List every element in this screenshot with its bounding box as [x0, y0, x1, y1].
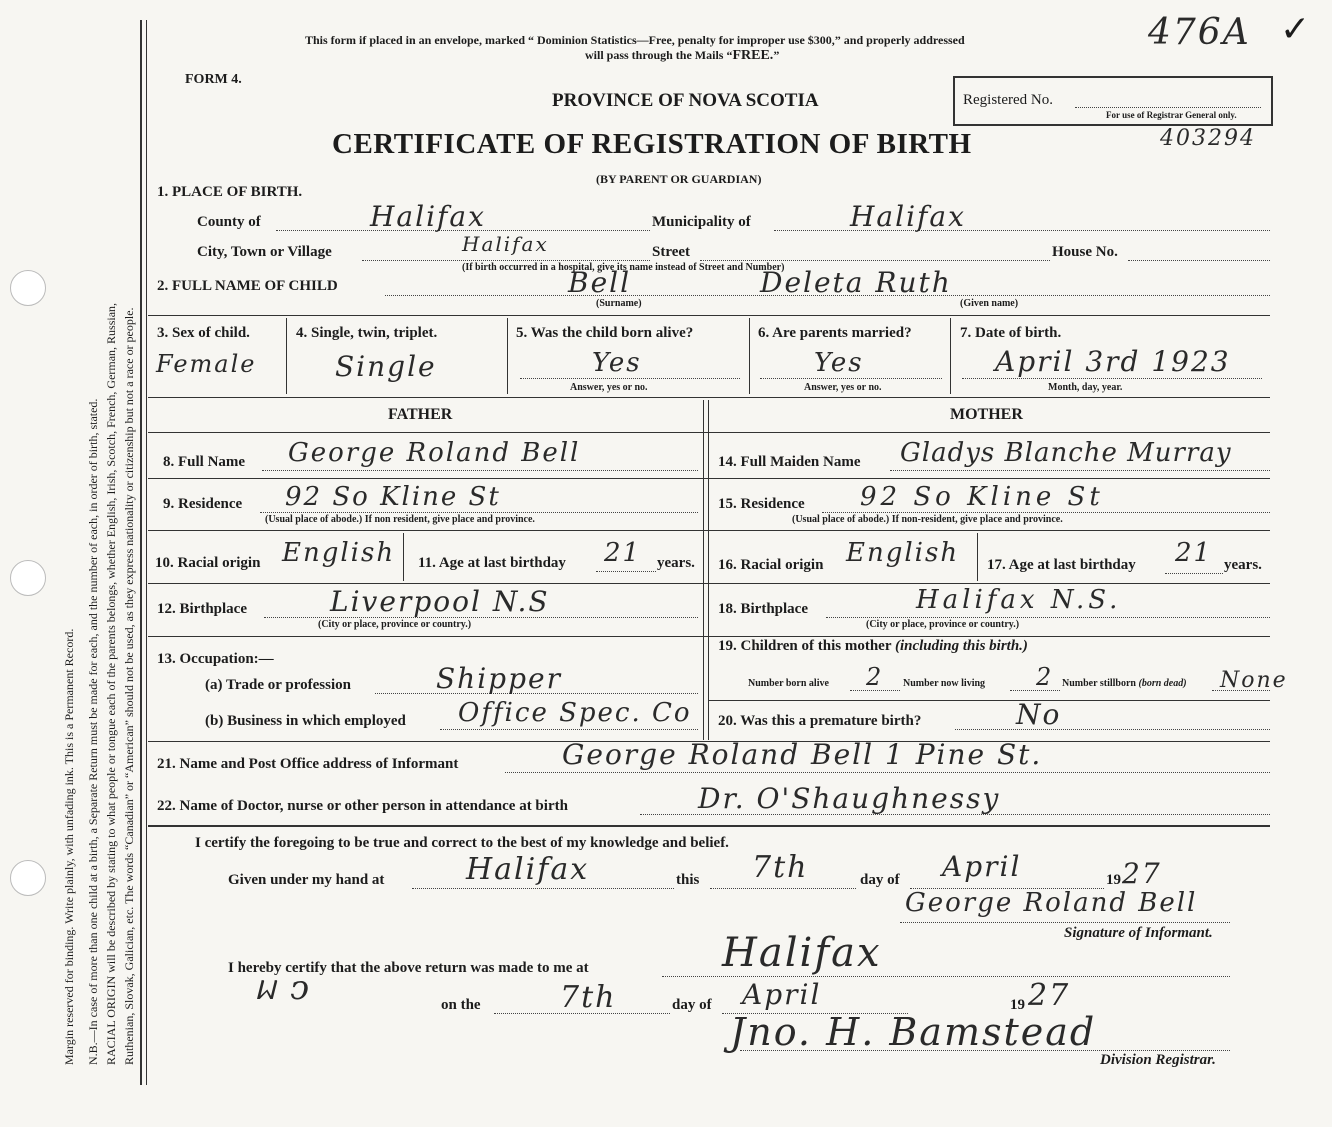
informant-label: 21. Name and Post Office address of Informant — [157, 756, 459, 772]
dob-line — [962, 378, 1262, 379]
house-no-line — [1128, 260, 1270, 261]
trade-value: Shipper — [436, 662, 562, 695]
registrar-day: 7th — [560, 980, 617, 1015]
registrar-year-suffix: 27 — [1028, 978, 1071, 1013]
business-label: (b) Business in which employed — [205, 713, 406, 729]
rule — [148, 478, 1270, 479]
registrar-label: Division Registrar. — [1100, 1052, 1216, 1068]
surname-note: (Surname) — [596, 298, 642, 309]
father-name: George Roland Bell — [288, 438, 581, 468]
father-residence-line — [260, 512, 698, 513]
county-value: Halifax — [370, 200, 486, 233]
child-surname: Bell — [568, 266, 632, 299]
married-value: Yes — [814, 348, 864, 378]
child-name-label: 2. FULL NAME OF CHILD — [157, 278, 338, 294]
given-day-line — [710, 888, 856, 889]
given-name-note: (Given name) — [960, 298, 1019, 309]
punch-hole — [10, 860, 46, 896]
children-label: 19. Children of this mother (including this birth.) — [718, 638, 1028, 654]
mother-race-label: 16. Racial origin — [718, 557, 824, 573]
rule — [708, 400, 709, 740]
father-heading: FATHER — [388, 406, 453, 423]
born-alive-value: Yes — [592, 348, 642, 378]
certificate-title: CERTIFICATE OF REGISTRATION OF BIRTH — [332, 128, 972, 160]
rule — [749, 318, 750, 394]
dob-note: Month, day, year. — [1048, 382, 1123, 393]
father-name-label: 8. Full Name — [163, 454, 246, 470]
mother-age-label: 17. Age at last birthday — [987, 557, 1136, 573]
mother-age-line — [1165, 573, 1223, 574]
father-race: English — [282, 538, 396, 568]
given-day: 7th — [752, 850, 809, 885]
rule — [403, 533, 404, 581]
mother-birthplace-label: 18. Birthplace — [718, 601, 808, 617]
plurality-value: Single — [335, 350, 437, 383]
sex-label: 3. Sex of child. — [157, 325, 250, 341]
registrar-day-of-label: day of — [672, 997, 712, 1013]
premature-line — [955, 729, 1270, 730]
handwritten-file-number: 476A — [1148, 12, 1251, 53]
stillborn-count-label: Number stillborn (born dead) — [1062, 678, 1187, 689]
occupation-label: 13. Occupation:— — [157, 651, 274, 667]
father-birthplace: Liverpool N.S — [330, 585, 550, 618]
father-residence-note: (Usual place of abode.) If non resident, give place and province. — [265, 514, 535, 525]
born-alive-count-label: Number born alive — [748, 678, 829, 689]
on-the-label: on the — [441, 997, 481, 1013]
rule — [708, 700, 1270, 701]
margin-border — [140, 20, 142, 1085]
informant-signature: George Roland Bell — [905, 888, 1198, 918]
rule — [148, 432, 1270, 433]
mother-age: 21 — [1175, 538, 1213, 568]
married-note: Answer, yes or no. — [804, 382, 882, 393]
father-age: 21 — [604, 538, 642, 568]
trade-label: (a) Trade or profession — [205, 677, 351, 693]
rule — [703, 400, 704, 740]
rule — [507, 318, 508, 394]
mother-birthplace-line — [826, 617, 1270, 618]
registrar-signature-line — [740, 1050, 1230, 1051]
father-birthplace-note: (City or place, province or country.) — [318, 619, 472, 630]
sex-value: Female — [156, 350, 257, 378]
premature-value: No — [1016, 698, 1062, 731]
rule — [977, 533, 978, 581]
rule — [148, 315, 1270, 316]
mother-heading: MOTHER — [950, 406, 1023, 423]
given-place: Halifax — [466, 852, 590, 887]
registrar-year-prefix: 19 — [1010, 997, 1025, 1013]
registrar-place-line — [662, 976, 1230, 977]
dob-label: 7. Date of birth. — [960, 325, 1062, 341]
father-age-unit: years. — [657, 555, 695, 571]
father-age-line — [596, 571, 656, 572]
rule — [148, 583, 1270, 584]
signature-line — [900, 922, 1230, 923]
certification-statement: I certify the foregoing to be true and correct to the best of my knowledge and belief. — [195, 835, 729, 851]
business-line — [440, 729, 698, 730]
plurality-label: 4. Single, twin, triplet. — [296, 325, 438, 341]
place-of-birth-label: 1. PLACE OF BIRTH. — [157, 184, 303, 200]
mail-note-1: This form if placed in an envelope, marked “ Dominion Statistics—Free, penalty for improper use $300,” and properly addressed — [305, 33, 965, 47]
margin-note-2: N.B.—In case of more than one child at a birth, a Separate Return must be made for each, and the number of each, in order of birth, stated. — [86, 398, 100, 1065]
registrar-signature: Jno. H. Bamstead — [730, 1010, 1097, 1054]
dob-value: April 3rd 1923 — [995, 345, 1231, 378]
day-of-label: day of — [860, 872, 900, 888]
city-line — [362, 260, 650, 261]
mother-birthplace: Halifax N.S. — [916, 585, 1122, 615]
municipality-label: Municipality of — [652, 214, 751, 230]
municipality-value: Halifax — [850, 200, 966, 233]
check-mark-icon: ✓ — [1280, 9, 1311, 49]
registrar-statement: I hereby certify that the above return was made to me at — [228, 960, 589, 976]
mother-name: Gladys Blanche Murray — [900, 438, 1232, 468]
punch-hole — [10, 270, 46, 306]
father-residence: 92 So Kline St — [285, 482, 501, 512]
mail-note-2: will pass through the Mails “FREE.” — [585, 48, 780, 63]
living-count-label: Number now living — [903, 678, 986, 689]
rule — [148, 530, 1270, 531]
married-line — [760, 378, 942, 379]
mother-residence-label: 15. Residence — [718, 496, 805, 512]
mother-residence: 92 So Kline St — [860, 482, 1104, 512]
given-year-suffix: 27 — [1122, 857, 1162, 890]
rule — [148, 397, 1270, 398]
form-label: FORM 4. — [185, 72, 242, 87]
business-value: Office Spec. Co — [458, 698, 692, 728]
living-count: 2 — [1036, 663, 1054, 691]
city-label: City, Town or Village — [197, 244, 332, 260]
born-alive-note: Answer, yes or no. — [570, 382, 648, 393]
given-year-prefix: 19 — [1106, 872, 1121, 888]
mother-name-line — [890, 470, 1270, 471]
punch-hole — [10, 560, 46, 596]
informant-value: George Roland Bell 1 Pine St. — [562, 738, 1043, 771]
mother-birthplace-note: (City or place, province or country.) — [866, 619, 1020, 630]
registered-no-line — [1075, 107, 1261, 108]
street-line — [700, 260, 1050, 261]
father-name-line — [262, 470, 698, 471]
premature-label: 20. Was this a premature birth? — [718, 713, 922, 729]
born-alive-label: 5. Was the child born alive? — [516, 325, 694, 341]
street-label: Street — [652, 244, 691, 260]
rule — [148, 825, 1270, 827]
mother-residence-note: (Usual place of abode.) If non-resident, give place and province. — [792, 514, 1063, 525]
registered-number: 403294 — [1160, 126, 1256, 151]
registered-no-label: Registered No. — [963, 92, 1053, 108]
married-label: 6. Are parents married? — [758, 325, 912, 341]
father-race-label: 10. Racial origin — [155, 555, 261, 571]
born-alive-count: 2 — [866, 663, 884, 691]
doctor-value: Dr. O'Shaughnessy — [698, 782, 1001, 815]
city-value: Halifax — [462, 232, 549, 256]
given-place-line — [412, 888, 674, 889]
signature-label: Signature of Informant. — [1064, 925, 1213, 941]
hospital-note: (If birth occurred in a hospital, give its name instead of Street and Number) — [462, 262, 785, 273]
this-label: this — [676, 872, 700, 888]
certificate-subtitle: (BY PARENT OR GUARDIAN) — [596, 172, 762, 186]
stillborn-count: None — [1220, 668, 1288, 693]
municipality-line — [774, 230, 1270, 231]
margin-note-3: RACIAL ORIGIN will be described by stating to what people or tongue each of the parents belongs, whether English, Irish, Scotch, French, German, Russian, — [104, 302, 118, 1065]
father-birthplace-label: 12. Birthplace — [157, 601, 247, 617]
mother-age-unit: years. — [1224, 557, 1262, 573]
house-no-label: House No. — [1052, 244, 1118, 260]
registrar-initials: ᥕ ͻ — [255, 968, 312, 1008]
margin-note-4: Ruthenian, Slovak, Galician, etc. The words “Canadian” or “American” should not be used, as they express nationality or citizenship but not a race or people. — [122, 307, 136, 1065]
mother-name-label: 14. Full Maiden Name — [718, 454, 861, 470]
mother-residence-line — [822, 512, 1270, 513]
province-heading: PROVINCE OF NOVA SCOTIA — [552, 90, 819, 111]
born-alive-line — [520, 378, 740, 379]
given-month: April — [942, 850, 1022, 883]
informant-line — [505, 772, 1270, 773]
father-residence-label: 9. Residence — [163, 496, 243, 512]
margin-note-1: Margin reserved for binding. Write plainly, with unfading ink. This is a Permanent Record. — [62, 628, 76, 1065]
father-age-label: 11. Age at last birthday — [418, 555, 566, 571]
doctor-label: 22. Name of Doctor, nurse or other person in attendance at birth — [157, 798, 568, 814]
mother-race: English — [846, 538, 960, 568]
rule — [286, 318, 287, 394]
child-given-name: Deleta Ruth — [760, 266, 952, 299]
given-under-label: Given under my hand at — [228, 872, 385, 888]
county-label: County of — [197, 214, 261, 230]
registered-no-note: For use of Registrar General only. — [1106, 110, 1237, 120]
registrar-month: April — [742, 978, 822, 1011]
rule — [148, 636, 1270, 637]
rule — [950, 318, 951, 394]
margin-border-inner — [146, 20, 147, 1085]
registrar-place: Halifax — [722, 930, 882, 976]
